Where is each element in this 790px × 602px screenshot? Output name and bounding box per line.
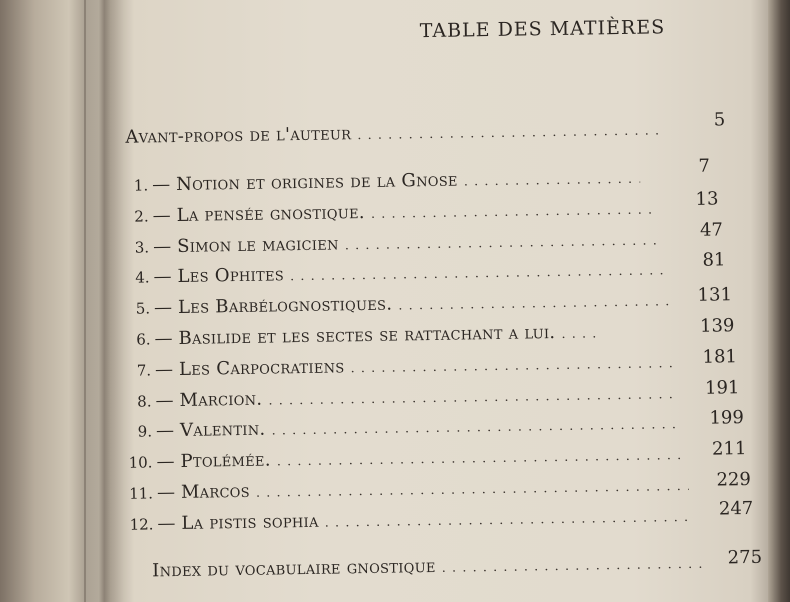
leader-dots	[561, 326, 601, 342]
entry-label: Notion et origines de la Gnose	[175, 169, 458, 195]
chapter-dash: —	[153, 266, 172, 288]
leader-dots	[345, 233, 664, 253]
entry-label: Les Ophites	[177, 264, 285, 287]
leader-dots	[325, 510, 692, 531]
entry-page-number: 247	[718, 497, 754, 520]
entry-page-number: 191	[704, 377, 740, 399]
leader-dots	[268, 387, 677, 408]
chapter-dash: —	[154, 328, 173, 350]
chapter-dash: —	[152, 205, 171, 227]
chapter-number: 3.	[134, 238, 150, 257]
chapter-number: 11.	[128, 484, 154, 503]
entry-page-number: 5	[713, 109, 726, 131]
chapter-number: 6.	[136, 330, 151, 349]
entry-label: Ptolémée.	[180, 449, 271, 472]
toc-entry-chapter-8	[133, 377, 740, 412]
entry-label: La pistis sophia	[181, 510, 319, 534]
toc-entry-chapter-9	[134, 407, 745, 442]
leader-dots	[271, 417, 682, 438]
entry-label: Marcion.	[179, 388, 263, 411]
toc-entry-chapter-10	[128, 438, 747, 473]
chapter-dash: —	[154, 359, 174, 381]
entry-page-number: 131	[697, 284, 733, 306]
entry-label: Avant-propos de l'auteur	[125, 123, 352, 148]
chapter-dash: —	[151, 174, 171, 196]
chapter-number: 12.	[129, 515, 154, 534]
entry-label: Simon le magicien	[176, 233, 339, 257]
toc-entry-chapter-1	[130, 155, 711, 196]
entry-page-number: 211	[711, 438, 747, 460]
toc-entry-chapter-5	[132, 284, 733, 319]
chapter-dash: —	[155, 390, 174, 412]
toc-entry-foreword	[125, 109, 726, 148]
toc-entry-chapter-3	[131, 219, 724, 258]
entry-page-number: 13	[695, 188, 719, 210]
left-page-edge	[0, 0, 86, 602]
leader-dots	[256, 479, 689, 501]
chapter-number: 8.	[137, 392, 152, 411]
entry-page-number: 81	[702, 249, 726, 271]
entry-label: Valentin.	[179, 418, 266, 441]
entry-page-number: 139	[699, 315, 735, 337]
leader-dots	[290, 263, 666, 284]
entry-label: Basilide et les sectes se rattachant a lui.	[178, 322, 556, 349]
leader-dots	[350, 356, 675, 376]
leader-dots	[442, 557, 703, 576]
chapter-number: 7.	[136, 361, 152, 380]
entry-page-number: 229	[716, 468, 752, 491]
toc-entry-chapter-11	[128, 468, 752, 504]
chapter-dash: —	[156, 482, 176, 504]
chapter-dash: —	[152, 236, 172, 258]
entry-label: Index du vocabulaire gnostique	[152, 555, 436, 582]
chapter-dash: —	[156, 451, 175, 473]
chapter-dash: —	[157, 513, 176, 535]
entry-label: Marcos	[180, 480, 251, 503]
entry-label: Les Barbélognostiques.	[177, 293, 393, 318]
chapter-dash: —	[153, 297, 173, 319]
chapter-dash: —	[155, 420, 175, 442]
page-title: TABLE DES MATIÈRES	[419, 16, 666, 43]
chapter-number: 9.	[137, 422, 153, 441]
toc-entry-chapter-12	[129, 497, 754, 535]
entry-page-number: 7	[698, 155, 711, 177]
table-of-contents-page	[87, 0, 772, 602]
entry-page-number: 199	[709, 407, 745, 429]
leader-dots	[464, 172, 641, 190]
chapter-number: 4.	[135, 268, 150, 287]
chapter-number: 5.	[135, 299, 151, 318]
leader-dots	[371, 202, 659, 222]
chapter-number: 2.	[134, 207, 149, 226]
toc-entry-chapter-4	[131, 249, 726, 288]
chapter-number: 10.	[128, 453, 153, 472]
toc-entry-chapter-2	[130, 188, 719, 227]
entry-page-number: 47	[699, 219, 724, 241]
chapter-number: 1.	[133, 176, 149, 195]
entry-page-number: 181	[702, 346, 738, 368]
entry-page-number: 275	[727, 546, 763, 569]
toc-entry-index	[152, 546, 763, 582]
leader-dots	[398, 294, 672, 313]
entry-label: La pensée gnostique.	[176, 202, 366, 226]
toc-entry-chapter-7	[133, 346, 738, 381]
leader-dots	[357, 123, 665, 143]
entry-label: Les Carpocratiens	[178, 356, 345, 380]
toc-entry-chapter-6	[132, 315, 735, 350]
leader-dots	[277, 448, 685, 469]
